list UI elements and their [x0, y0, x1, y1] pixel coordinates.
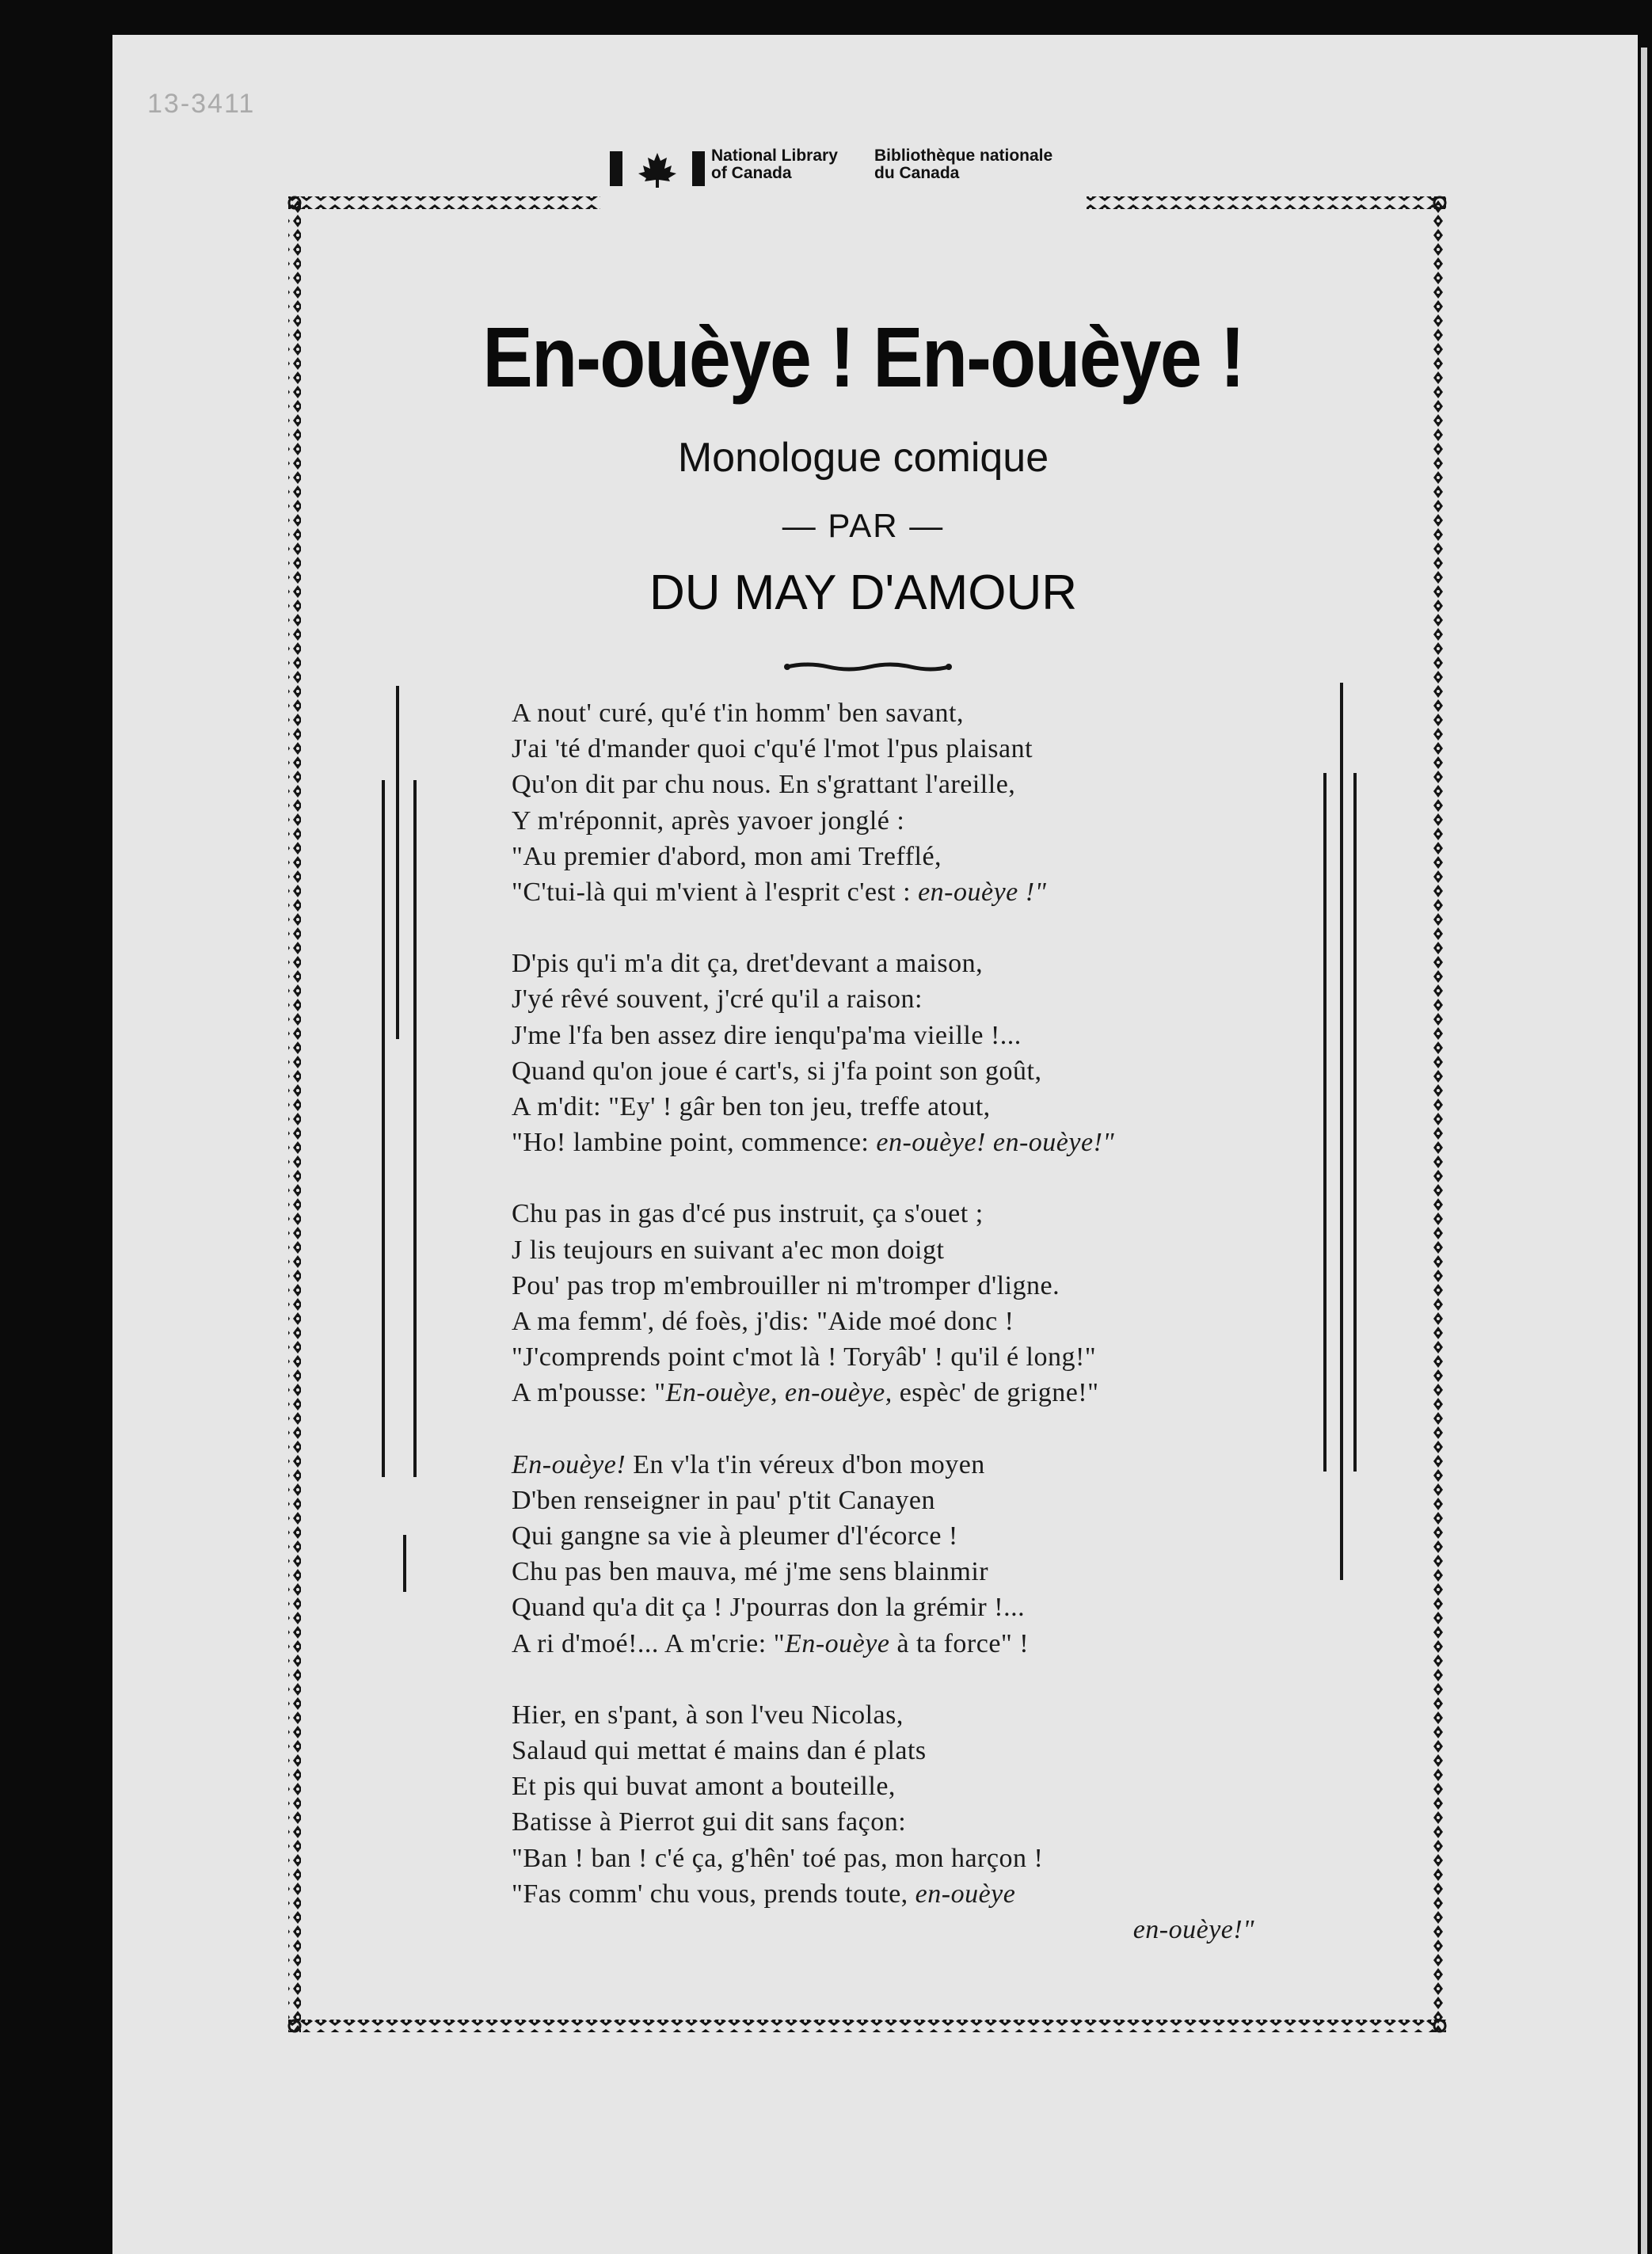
poem-line: J'ai 'té d'mander quoi c'qu'é l'mot l'pus plaisant: [512, 734, 1033, 764]
poem-line: Chu pas in gas d'cé pus instruit, ça s'ouet ;: [512, 1199, 984, 1229]
poem-line: "J'comprends point c'mot là ! Toryâb' ! qu'il é long!": [512, 1342, 1097, 1373]
poem-line: Y m'réponnit, après yavoer jonglé :: [512, 805, 905, 836]
poem-line: "Ban ! ban ! c'é ça, g'hên' toé pas, mon harçon !: [512, 1843, 1044, 1873]
document-title: En-ouèye ! En-ouèye !: [482, 309, 1244, 405]
document-subtitle: Monologue comique: [677, 435, 1049, 481]
poem-line: Salaud qui mettat é mains dan é plats: [512, 1736, 927, 1766]
author-name: DU MAY D'AMOUR: [649, 565, 1078, 620]
poem-body: [512, 695, 1288, 1983]
poem-line: Quand qu'on joue é cart's, si j'fa point son goût,: [512, 1056, 1042, 1086]
poem-line: en-ouèye!": [1132, 1915, 1254, 1945]
stanza: [512, 946, 1288, 1160]
poem-line: "C'tui-là qui m'vient à l'esprit c'est : en-ouèye !": [512, 878, 1047, 908]
poem-line: J'yé rêvé souvent, j'cré qu'il a raison:: [512, 984, 923, 1015]
poem-line: En-ouèye! En v'la t'in véreux d'bon moyen: [512, 1449, 985, 1479]
ornament-divider: [784, 664, 952, 670]
poem-line: J'me l'fa ben assez dire ienqu'pa'ma vieille !...: [512, 1020, 1022, 1050]
poem-line: Pou' pas trop m'embrouiller ni m'tromper d'ligne.: [512, 1270, 1060, 1300]
poem-line: J lis teujours en suivant a'ec mon doigt: [512, 1235, 945, 1265]
poem-line: Qui gangne sa vie à pleumer d'l'écorce !: [512, 1521, 958, 1552]
poem-line: D'ben renseigner in pau' p'tit Canayen: [512, 1485, 935, 1515]
library-name-fr: Bibliothèque nationale du Canada: [874, 147, 1053, 182]
border-top-right: [1087, 196, 1446, 209]
poem-line: Hier, en s'pant, à son l'veu Nicolas,: [512, 1700, 904, 1730]
stanza: [512, 1196, 1288, 1411]
left-side-rules: [383, 686, 415, 1592]
border-top-left: [288, 196, 600, 209]
poem-line: D'pis qu'i m'a dit ça, dret'devant a maison,: [512, 949, 984, 979]
stanza: [512, 1697, 1288, 1948]
poem-line: A m'pousse: "En-ouèye, en-ouèye, espèc' de grigne!": [512, 1378, 1099, 1408]
border-bottom: [288, 2020, 1446, 2032]
poem-line: Chu pas ben mauva, mé j'me sens blainmir: [512, 1557, 989, 1587]
poem-line: Et pis qui buvat amont a bouteille,: [512, 1772, 896, 1802]
poem-line: Quand qu'a dit ça ! J'pourras don la grémir !...: [512, 1593, 1026, 1623]
poem-line: Qu'on dit par chu nous. En s'grattant l'areille,: [512, 770, 1016, 800]
poem-line: A ma femm', dé foès, j'dis: "Aide moé donc !: [512, 1307, 1014, 1337]
poem-line: A ri d'moé!... A m'crie: "En-ouèye à ta force" !: [512, 1628, 1030, 1658]
poem-line: Batisse à Pierrot gui dit sans façon:: [512, 1807, 907, 1837]
poem-line: A nout' curé, qu'é t'in homm' ben savant,: [512, 699, 964, 728]
stanza: [512, 1447, 1288, 1662]
poem-line: "Ho! lambine point, commence: en-ouèye! en-ouèye!": [512, 1128, 1115, 1158]
poem-line: "Fas comm' chu vous, prends toute, en-ouèye: [512, 1879, 1016, 1909]
scan-mark: 13-3411: [147, 89, 256, 119]
poem-line: A m'dit: "Ey' ! gâr ben ton jeu, treffe atout,: [512, 1092, 991, 1122]
poem-line: "Au premier d'abord, mon ami Trefflé,: [512, 841, 942, 871]
by-line: — PAR —: [782, 507, 945, 544]
library-name-en: National Library of Canada: [711, 147, 838, 182]
stanza: [512, 695, 1288, 910]
right-side-rules: [1325, 683, 1355, 1580]
